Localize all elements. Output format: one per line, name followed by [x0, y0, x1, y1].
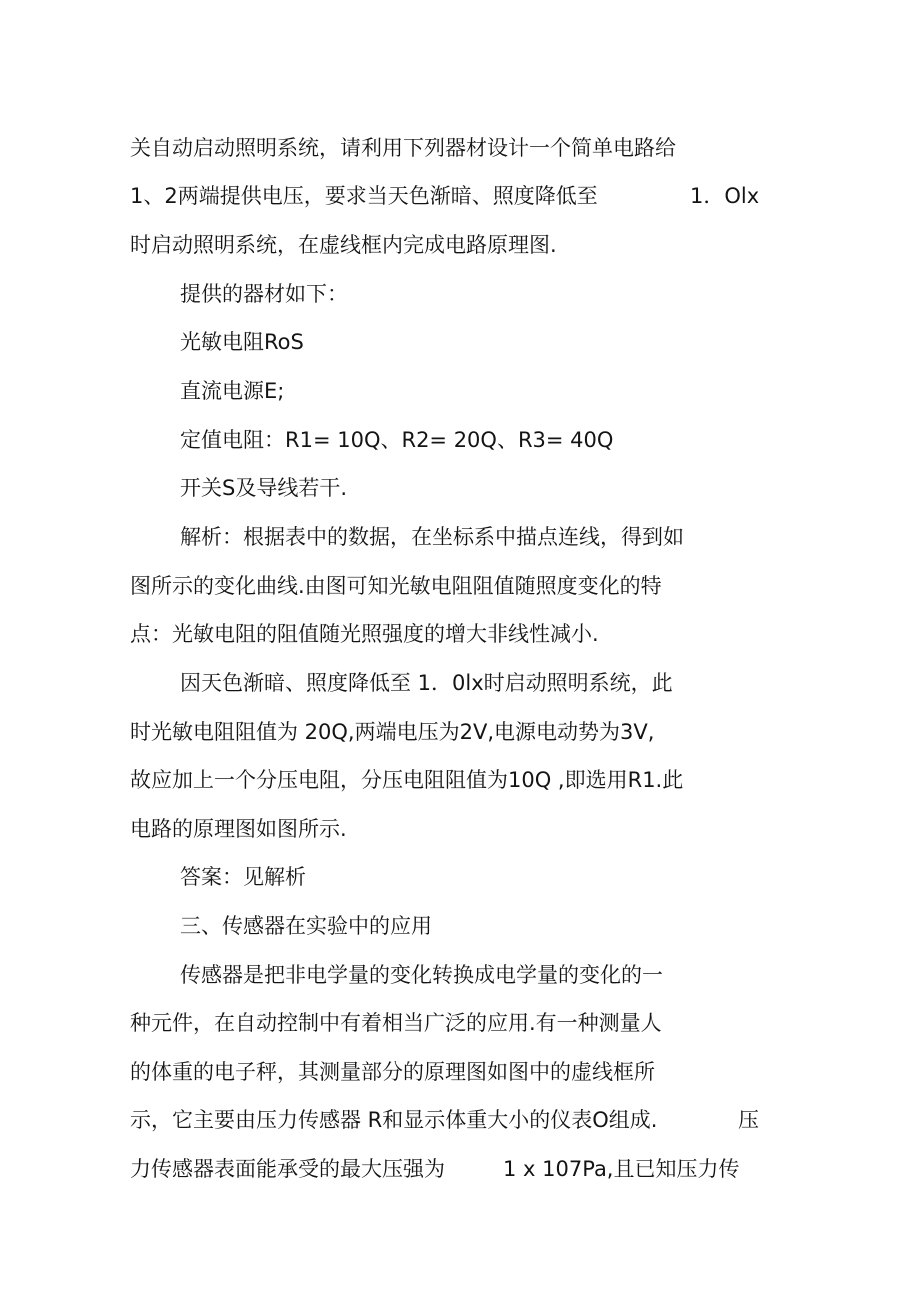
text-line: 力传感器表面能承受的最大压强为 [130, 1157, 445, 1181]
text-line: 因天色渐暗、照度降低至 1．0lx时启动照明系统，此 [180, 671, 673, 695]
text-line: 解析：根据表中的数据，在坐标系中描点连线，得到如 [180, 525, 684, 549]
text-line: 示，它主要由压力传感器 R和显示体重大小的仪表O组成. [130, 1108, 658, 1132]
text-line: 1、2两端提供电压，要求当天色渐暗、照度降低至 [130, 184, 598, 208]
text-line-tail: 压 [738, 1108, 759, 1132]
text-line: 直流电源E; [180, 379, 285, 403]
text-line: 开关S及导线若干. [180, 476, 348, 500]
text-line: 图所示的变化曲线.由图可知光敏电阻阻值随照度变化的特 [130, 574, 662, 598]
text-line: 定值电阻：R1= 10Q、R2= 20Q、R3= 40Q [180, 428, 614, 452]
text-line: 的体重的电子秤，其测量部分的原理图如图中的虚线框所 [130, 1060, 655, 1084]
text-line: 点：光敏电阻的阻值随光照强度的增大非线性减小. [130, 622, 599, 646]
text-line-tail: 1．Olx [690, 184, 760, 208]
text-line: 故应加上一个分压电阻，分压电阻阻值为10Q ,即选用R1.此 [130, 768, 684, 792]
text-line-tail: 1 x 107Pa,且已知压力传 [503, 1157, 740, 1181]
text-line: 关自动启动照明系统，请利用下列器材设计一个简单电路给 [130, 136, 676, 160]
text-line: 传感器是把非电学量的变化转换成电学量的变化的一 [180, 963, 663, 987]
text-line: 种元件，在自动控制中有着相当广泛的应用.有一种测量人 [130, 1011, 662, 1035]
text-line: 时光敏电阻阻值为 20Q,两端电压为2V,电源电动势为3V, [130, 720, 655, 744]
text-line: 答案：见解析 [180, 865, 306, 889]
text-line: 时启动照明系统，在虚线框内完成电路原理图. [130, 233, 557, 257]
text-line: 光敏电阻RoS [180, 330, 304, 354]
section-heading: 三、传感器在实验中的应用 [180, 914, 432, 938]
text-line: 提供的器材如下： [180, 282, 348, 306]
text-line: 电路的原理图如图所示. [130, 817, 347, 841]
